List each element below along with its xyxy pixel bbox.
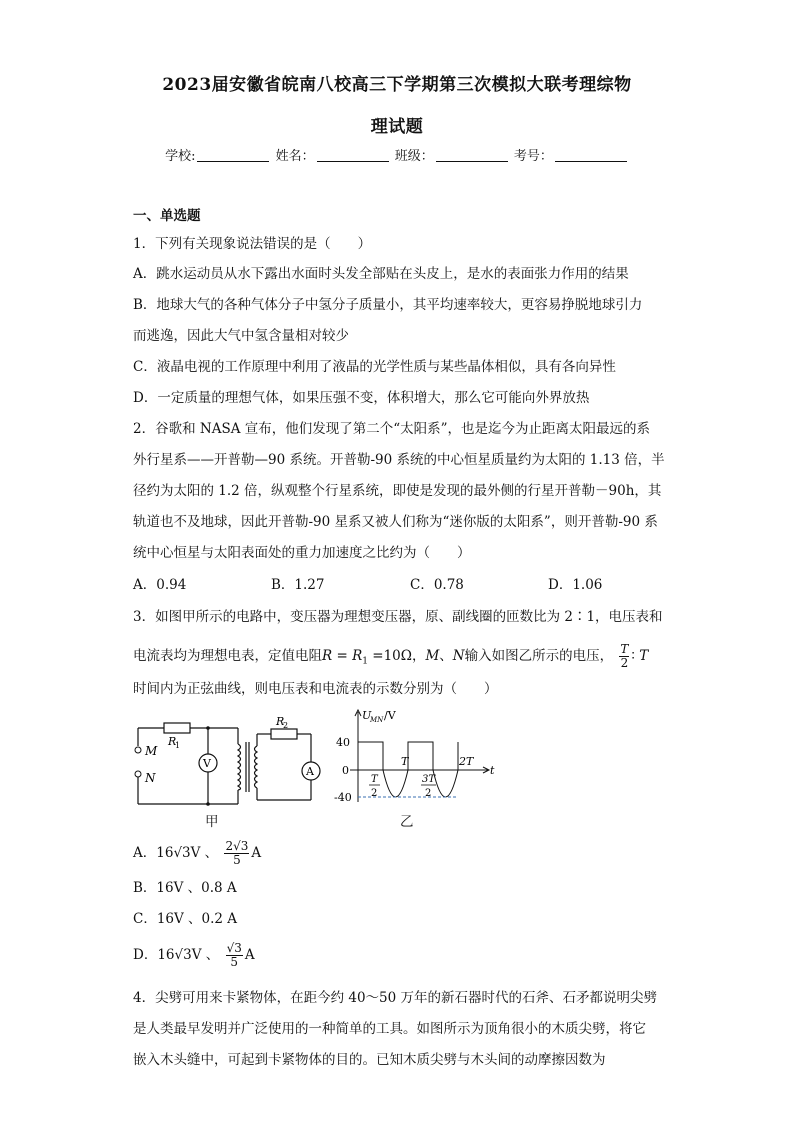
exam-title-line2: 理试题 [370, 117, 424, 137]
graph-ylabel-sub: MN [370, 716, 384, 724]
label-v: V [203, 757, 211, 770]
q3-r1-symbol: = R [332, 648, 363, 664]
q3-tilde: ∶ [631, 648, 640, 664]
graph-tick-2t: 2T [459, 755, 474, 768]
section-title: 一、单选题 [133, 208, 201, 224]
q3-line2-text-b: 输入如图乙所示的电压， [464, 648, 614, 664]
q3-r-symbol: R [322, 648, 333, 664]
graph-y40: 40 [336, 736, 350, 749]
q3-d-pre: D．16 [133, 947, 175, 963]
q3-sep: 、 [439, 648, 453, 664]
frac-den: 5 [233, 853, 241, 867]
q1-option-a: A．跳水运动员从水下露出水面时头发全部贴在头皮上，是水的表面张力作用的结果 [133, 266, 629, 282]
q3-a-fraction [224, 840, 249, 867]
number-field[interactable] [555, 147, 627, 162]
q2-line2: 外行星系——开普勒—90 系统。开普勒-90 系统的中心恒星质量约为太阳的 1.13 倍，半 [133, 452, 665, 468]
q3-t-symbol: T [639, 648, 649, 664]
graph-yunit: /V [384, 709, 396, 722]
fig-jia-label: 甲 [205, 814, 219, 830]
label-n: N [145, 771, 156, 785]
fig-yi-label: 乙 [400, 814, 414, 830]
resistor-r1 [164, 723, 190, 733]
graph-tick-3half-den: 2 [425, 788, 432, 799]
q2-line1: 2．谷歌和 NASA 宣布，他们发现了第二个“太阳系”，也是迄今为止距离太阳最远的系 [133, 421, 651, 437]
graph-yneg40: -40 [334, 791, 352, 804]
graph-tick-half-t-num: T [371, 774, 378, 785]
q1-option-c: C．液晶电视的工作原理中利用了液晶的光学性质与某些晶体相似，具有各向异性 [133, 359, 616, 375]
resistor-r2 [271, 729, 297, 739]
class-field[interactable] [436, 147, 508, 162]
name-field[interactable] [317, 147, 389, 162]
voltage-graph [328, 702, 498, 812]
q3-r1-sub: 1 [362, 656, 368, 667]
frac-num: 2√3 [225, 839, 249, 853]
label-r1: R [168, 735, 177, 748]
q2-line3: 径约为太阳的 1.2 倍，纵观整个行星系统，即使是发现的最外侧的行星开普勒－90h，其 [133, 483, 662, 499]
frac-num: T [620, 642, 629, 656]
terminal-m [135, 747, 141, 753]
q3-d-unit: A [244, 947, 255, 963]
q1-option-b-line1: B．地球大气的各种气体分子中氢分子质量小，其平均速率较大，更容易挣脱地球引力 [133, 297, 643, 313]
graph-ylabel: U [362, 709, 372, 722]
q2-option-d: D．1.06 [548, 577, 603, 593]
frac-den: 2 [620, 656, 629, 670]
q3-option-c: C．16V 、0.2 A [133, 911, 238, 927]
q3-line2-text-a: 电流表均为理想电表，定值电阻 [133, 648, 322, 664]
name-label: 姓名： [275, 149, 315, 164]
q3-line1: 3．如图甲所示的电路中，变压器为理想变压器，原、副线圈的匝数比为 2∶1，电压表和 [133, 609, 663, 625]
student-info-row [0, 145, 794, 164]
q3-option-a [133, 840, 261, 867]
graph-tick-t: T [401, 755, 409, 768]
q1-stem: 1．下列有关现象说法错误的是（ ） [133, 236, 372, 252]
frac-num: √3 [226, 941, 242, 955]
graph-tick-half-t-den: 2 [371, 788, 378, 799]
q3-d-rad: √3 [174, 947, 192, 963]
q2-option-b: B．1.27 [271, 577, 325, 593]
graph-xlabel: t [490, 764, 495, 777]
q3-resistance-value: =10Ω， [367, 648, 426, 664]
q2-line4: 轨道也不及地球，因此开普勒-90 星系又被人们称为“迷你版的太阳系”，则开普勒-90 系 [133, 514, 658, 530]
number-label: 考号： [513, 149, 553, 164]
circuit-diagram [128, 712, 328, 837]
label-r1-sub: 1 [175, 741, 181, 750]
q3-half-t-fraction [619, 643, 629, 670]
q2-option-c: C．0.78 [410, 577, 464, 593]
q3-option-b: B．16V 、0.8 A [133, 880, 237, 896]
graph-tick-3half-num: 3T [422, 774, 436, 785]
q3-a-mid: V 、 [190, 845, 219, 861]
q3-option-d [133, 942, 255, 969]
q3-line3: 时间内为正弦曲线，则电压表和电流表的示数分别为（ ） [133, 681, 498, 697]
q4-line1: 4．尖劈可用来卡紧物体，在距今约 40～50 万年的新石器时代的石斧、石矛都说明尖劈 [133, 990, 658, 1006]
frac-den: 5 [230, 955, 239, 969]
label-a: A [306, 765, 314, 778]
q3-a-rad: √3 [173, 845, 191, 861]
q4-line2: 是人类最早发明并广泛使用的一种简单的工具。如图所示为顶角很小的木质尖劈，将它 [133, 1021, 646, 1037]
graph-y0: 0 [342, 764, 349, 777]
q1-option-b-line2: 而逃逸，因此大气中氢含量相对较少 [133, 328, 349, 344]
label-m: M [145, 744, 158, 758]
q3-m-symbol: M [425, 648, 440, 664]
q1-option-d: D．一定质量的理想气体，如果压强不变，体积增大，那么它可能向外界放热 [133, 390, 590, 406]
label-r2: R [276, 715, 285, 728]
q3-a-unit: A [251, 845, 262, 861]
q2-line5: 统中心恒星与太阳表面处的重力加速度之比约为（ ） [133, 545, 471, 561]
q3-d-fraction [226, 942, 243, 969]
q3-line2 [133, 643, 648, 672]
q4-line3: 嵌入木头缝中，可起到卡紧物体的目的。已知木质尖劈与木头间的动摩擦因数为 [133, 1052, 606, 1068]
terminal-n [135, 771, 141, 777]
school-field[interactable] [197, 147, 269, 162]
q2-option-a: A．0.94 [133, 577, 187, 593]
school-label: 学校: [165, 149, 196, 164]
q3-d-mid: V 、 [191, 947, 220, 963]
q3-a-pre: A．16 [133, 845, 174, 861]
class-label: 班级： [394, 149, 434, 164]
label-r2-sub: 2 [283, 721, 289, 730]
exam-title-line1: 2023届安徽省皖南八校高三下学期第三次模拟大联考理综物 [162, 75, 632, 95]
q3-n-symbol: N [452, 648, 465, 664]
